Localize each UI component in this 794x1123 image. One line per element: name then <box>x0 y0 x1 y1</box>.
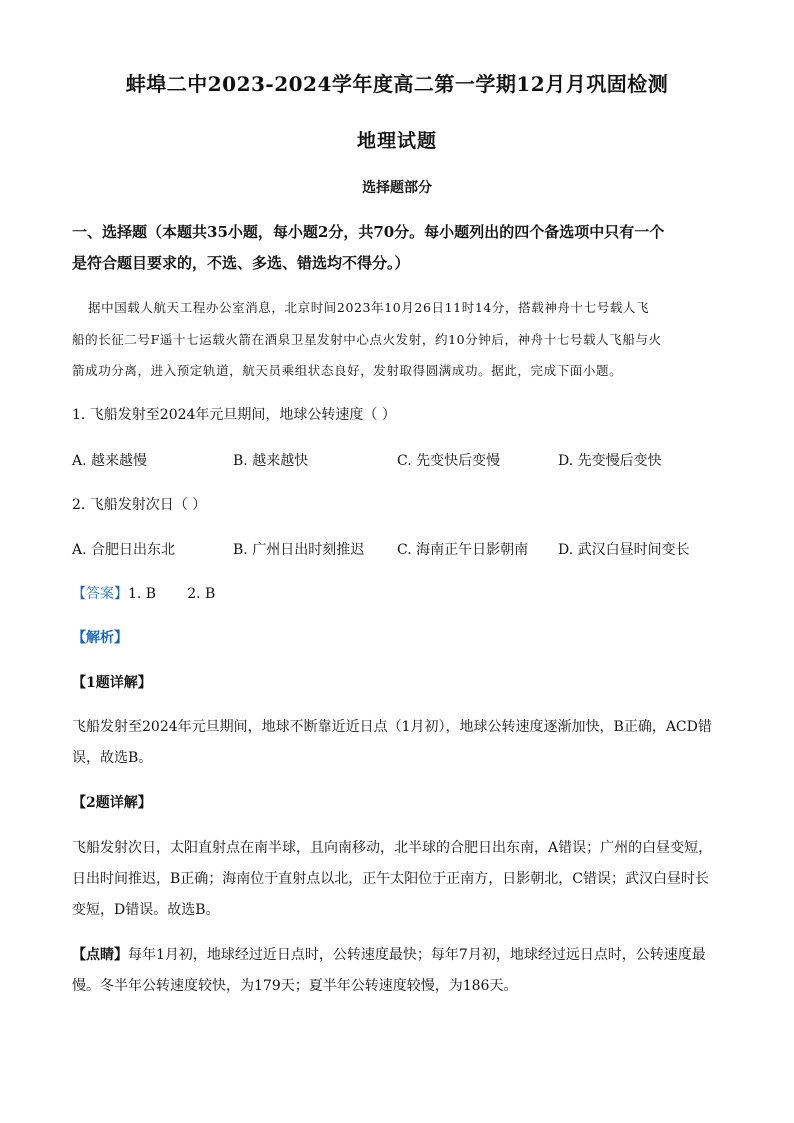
question-2-option-c: C. 海南正午日影朝南 <box>397 542 529 558</box>
passage-line-1: 据中国载人航天工程办公室消息，北京时间2023年10月26日11时14分，搭载神舟十七号载人飞 <box>88 300 650 315</box>
question-1-option-c: C. 先变快后变慢 <box>397 453 501 469</box>
answer-text: 1. B 2. B <box>128 586 216 602</box>
detail-1-line-1: 飞船发射至2024年元旦期间，地球不断靠近近日点（1月初），地球公转速度逐渐加快，B正确，ACD错 <box>72 719 712 735</box>
section-heading: 选择题部分 <box>362 180 432 196</box>
question-1-option-b: B. 越来越快 <box>233 453 309 469</box>
detail-2-label: 【2题详解】 <box>72 795 152 811</box>
question-2-stem: 2. 飞船发射次日（ ） <box>72 497 207 513</box>
detail-1-line-2: 误，故选B。 <box>72 750 153 766</box>
question-1-stem: 1. 飞船发射至2024年元旦期间，地球公转速度（ ） <box>72 407 396 423</box>
instructions-line-2: 是符合题目要求的，不选、多选、错选均不得分。） <box>72 254 410 272</box>
answer-label: 【答案】 <box>72 586 128 602</box>
question-1-option-a: A. 越来越慢 <box>72 453 148 469</box>
tip-line-1 <box>72 944 706 964</box>
passage-line-3: 箭成功分离，进入预定轨道，航天员乘组状态良好，发射取得圆满成功。据此，完成下面小题。 <box>72 363 623 378</box>
document-subtitle: 地理试题 <box>356 130 437 152</box>
detail-2-line-1: 飞船发射次日，太阳直射点在南半球，且向南移动，北半球的合肥日出东南，A错误；广州的白昼变短， <box>72 840 713 856</box>
detail-2-line-2: 日出时间推迟，B正确；海南位于直射点以北，正午太阳位于正南方，日影朝北，C错误；武汉白昼时长 <box>72 871 709 887</box>
question-2-option-d: D. 武汉白昼时间变长 <box>558 542 690 558</box>
answer-row <box>72 583 215 603</box>
question-1-option-d: D. 先变慢后变快 <box>558 453 662 469</box>
tip-label: 【点睛】 <box>72 947 128 963</box>
analysis-label: 【解析】 <box>72 630 128 646</box>
instructions-line-1: 一、选择题（本题共35小题，每小题2分，共70分。每小题列出的四个备选项中只有一个 <box>72 223 665 241</box>
detail-1-label: 【1题详解】 <box>72 675 152 691</box>
question-2-option-a: A. 合肥日出东北 <box>72 542 176 558</box>
document-title: 蚌埠二中2023-2024学年度高二第一学期12月月巩固检测 <box>125 72 669 96</box>
passage-line-2: 船的长征二号F遥十七运载火箭在酒泉卫星发射中心点火发射，约10分钟后，神舟十七号载人飞船与火 <box>72 332 662 347</box>
tip-line-2: 慢。冬半年公转速度较快，为179天；夏半年公转速度较慢，为186天。 <box>72 978 518 994</box>
tip-text-1: 每年1月初，地球经过近日点时，公转速度最快；每年7月初，地球经过远日点时，公转速度最 <box>128 947 706 963</box>
detail-2-line-3: 变短，D错误。故选B。 <box>72 902 220 918</box>
question-2-option-b: B. 广州日出时刻推迟 <box>233 542 365 558</box>
